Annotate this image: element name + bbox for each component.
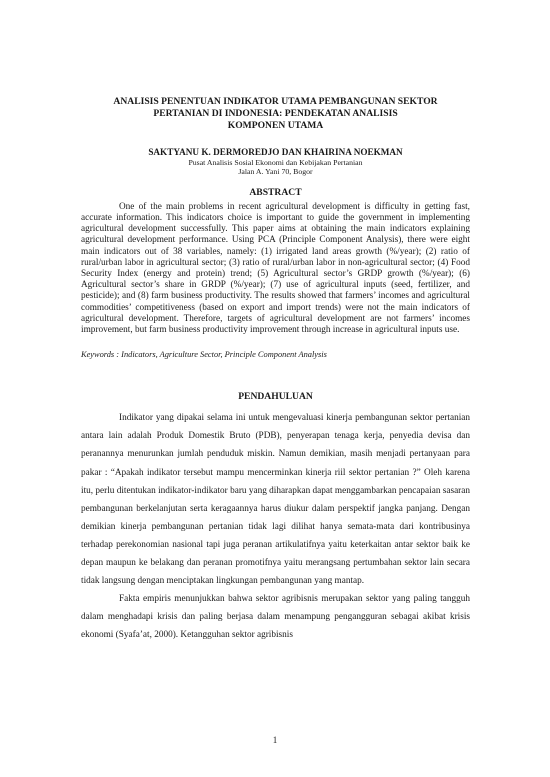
body-paragraph: Indikator yang dipakai selama ini untuk mengevaluasi kinerja pembangunan sektor pertanian antara lain adalah Produk Domestik Bruto (PDB), penyerapan tenaga kerja, penyedia devisa dan peranannya menurunkan jumlah penduduk miskin. Namun demikian, masih menjadi pertanyaan para pakar : “Apakah indikator tersebut mampu mencerminkan kinerja riil sektor pertanian ?” Oleh karena itu, perlu ditentukan indikator-indikator baru yang diharapkan dapat menggambarkan pencapaian sasaran pembangunan berkelanjutan serta keragaannya harus diukur dalam perspektif jangka panjang. Dengan demikian kinerja pembangunan pertanian tidak lagi dilihat hanya semata-mata dari kontribusinya terhadap perekonomian nasional tapi juga peranan artikulatifnya yaitu keterkaitan antar sektor baik ke depan maupun ke belakang dan peranan promotifnya yaitu merangsang pertumbahan sektor lain secara tidak langsung dengan menciptakan lingkungan pembangunan yang mantap.: [81, 413, 470, 587]
page-number: 1: [272, 735, 278, 745]
section-heading: PENDAHULUAN: [238, 391, 313, 403]
title-line: KOMPONEN UTAMA: [227, 120, 324, 132]
keywords: Keywords : Indicators, Agriculture Sector, Principle Component Analysis: [81, 350, 327, 360]
affiliation: Pusat Analisis Sosial Ekonomi dan Kebijakan Pertanian: [188, 157, 363, 167]
page-content: [81, 96, 470, 644]
abstract-text: One of the main problems in recent agricultural development is difficulty in getting fast, accurate information. This indicators choice is important to guide the government in implementing agricultural development successfully. This paper aims at obtaining the main indicators explaining agricultural development performance. Using PCA (Principle Component Analysis), there were eight main indicators out of 38 variables, namely: (1) irrigated land areas growth (%/year); (2) ratio of rural/urban labor in agricultural sector; (3) ratio of rural/urban labor in non-agricultural sector; (4) Food Security Index (energy and protein) trend; (5) Agricultural sector’s GRDP growth (%/year); (6) Agricultural sector’s share in GRDP (%/year); (7) use of agricultural inputs (seed, fertilizer, and pesticide); and (8) farm business productivity. The results showed that farmers’ incomes and agricultural commodities’ competitiveness (based on export and import trends) were not the main indicators of agricultural development. Therefore, targets of agricultural development are not farmers’ incomes improvement, but farm business productivity improvement through increase in agricultural inputs use.: [81, 201, 470, 336]
title-line: ANALISIS PENENTUAN INDIKATOR UTAMA PEMBANGUNAN SEKTOR: [113, 96, 438, 107]
paper-title: [81, 96, 470, 133]
title-line: PERTANIAN DI INDONESIA: PENDEKATAN ANALISIS: [153, 108, 398, 120]
author-names: SAKTYANU K. DERMOREDJO DAN KHAIRINA NOEKMAN: [148, 146, 403, 157]
body-paragraph: Fakta empiris menunjukkan bahwa sektor agribisnis merupakan sektor yang paling tangguh dalam menghadapi krisis dan paling berjasa dalam menampung pengangguran sebagai akibat krisis ekonomi (Syafa’at, 2000). Ketangguhan sektor agribisnis: [81, 594, 470, 641]
address: Jalan A. Yani 70, Bogor: [238, 167, 313, 177]
abstract-heading: ABSTRACT: [249, 186, 302, 198]
